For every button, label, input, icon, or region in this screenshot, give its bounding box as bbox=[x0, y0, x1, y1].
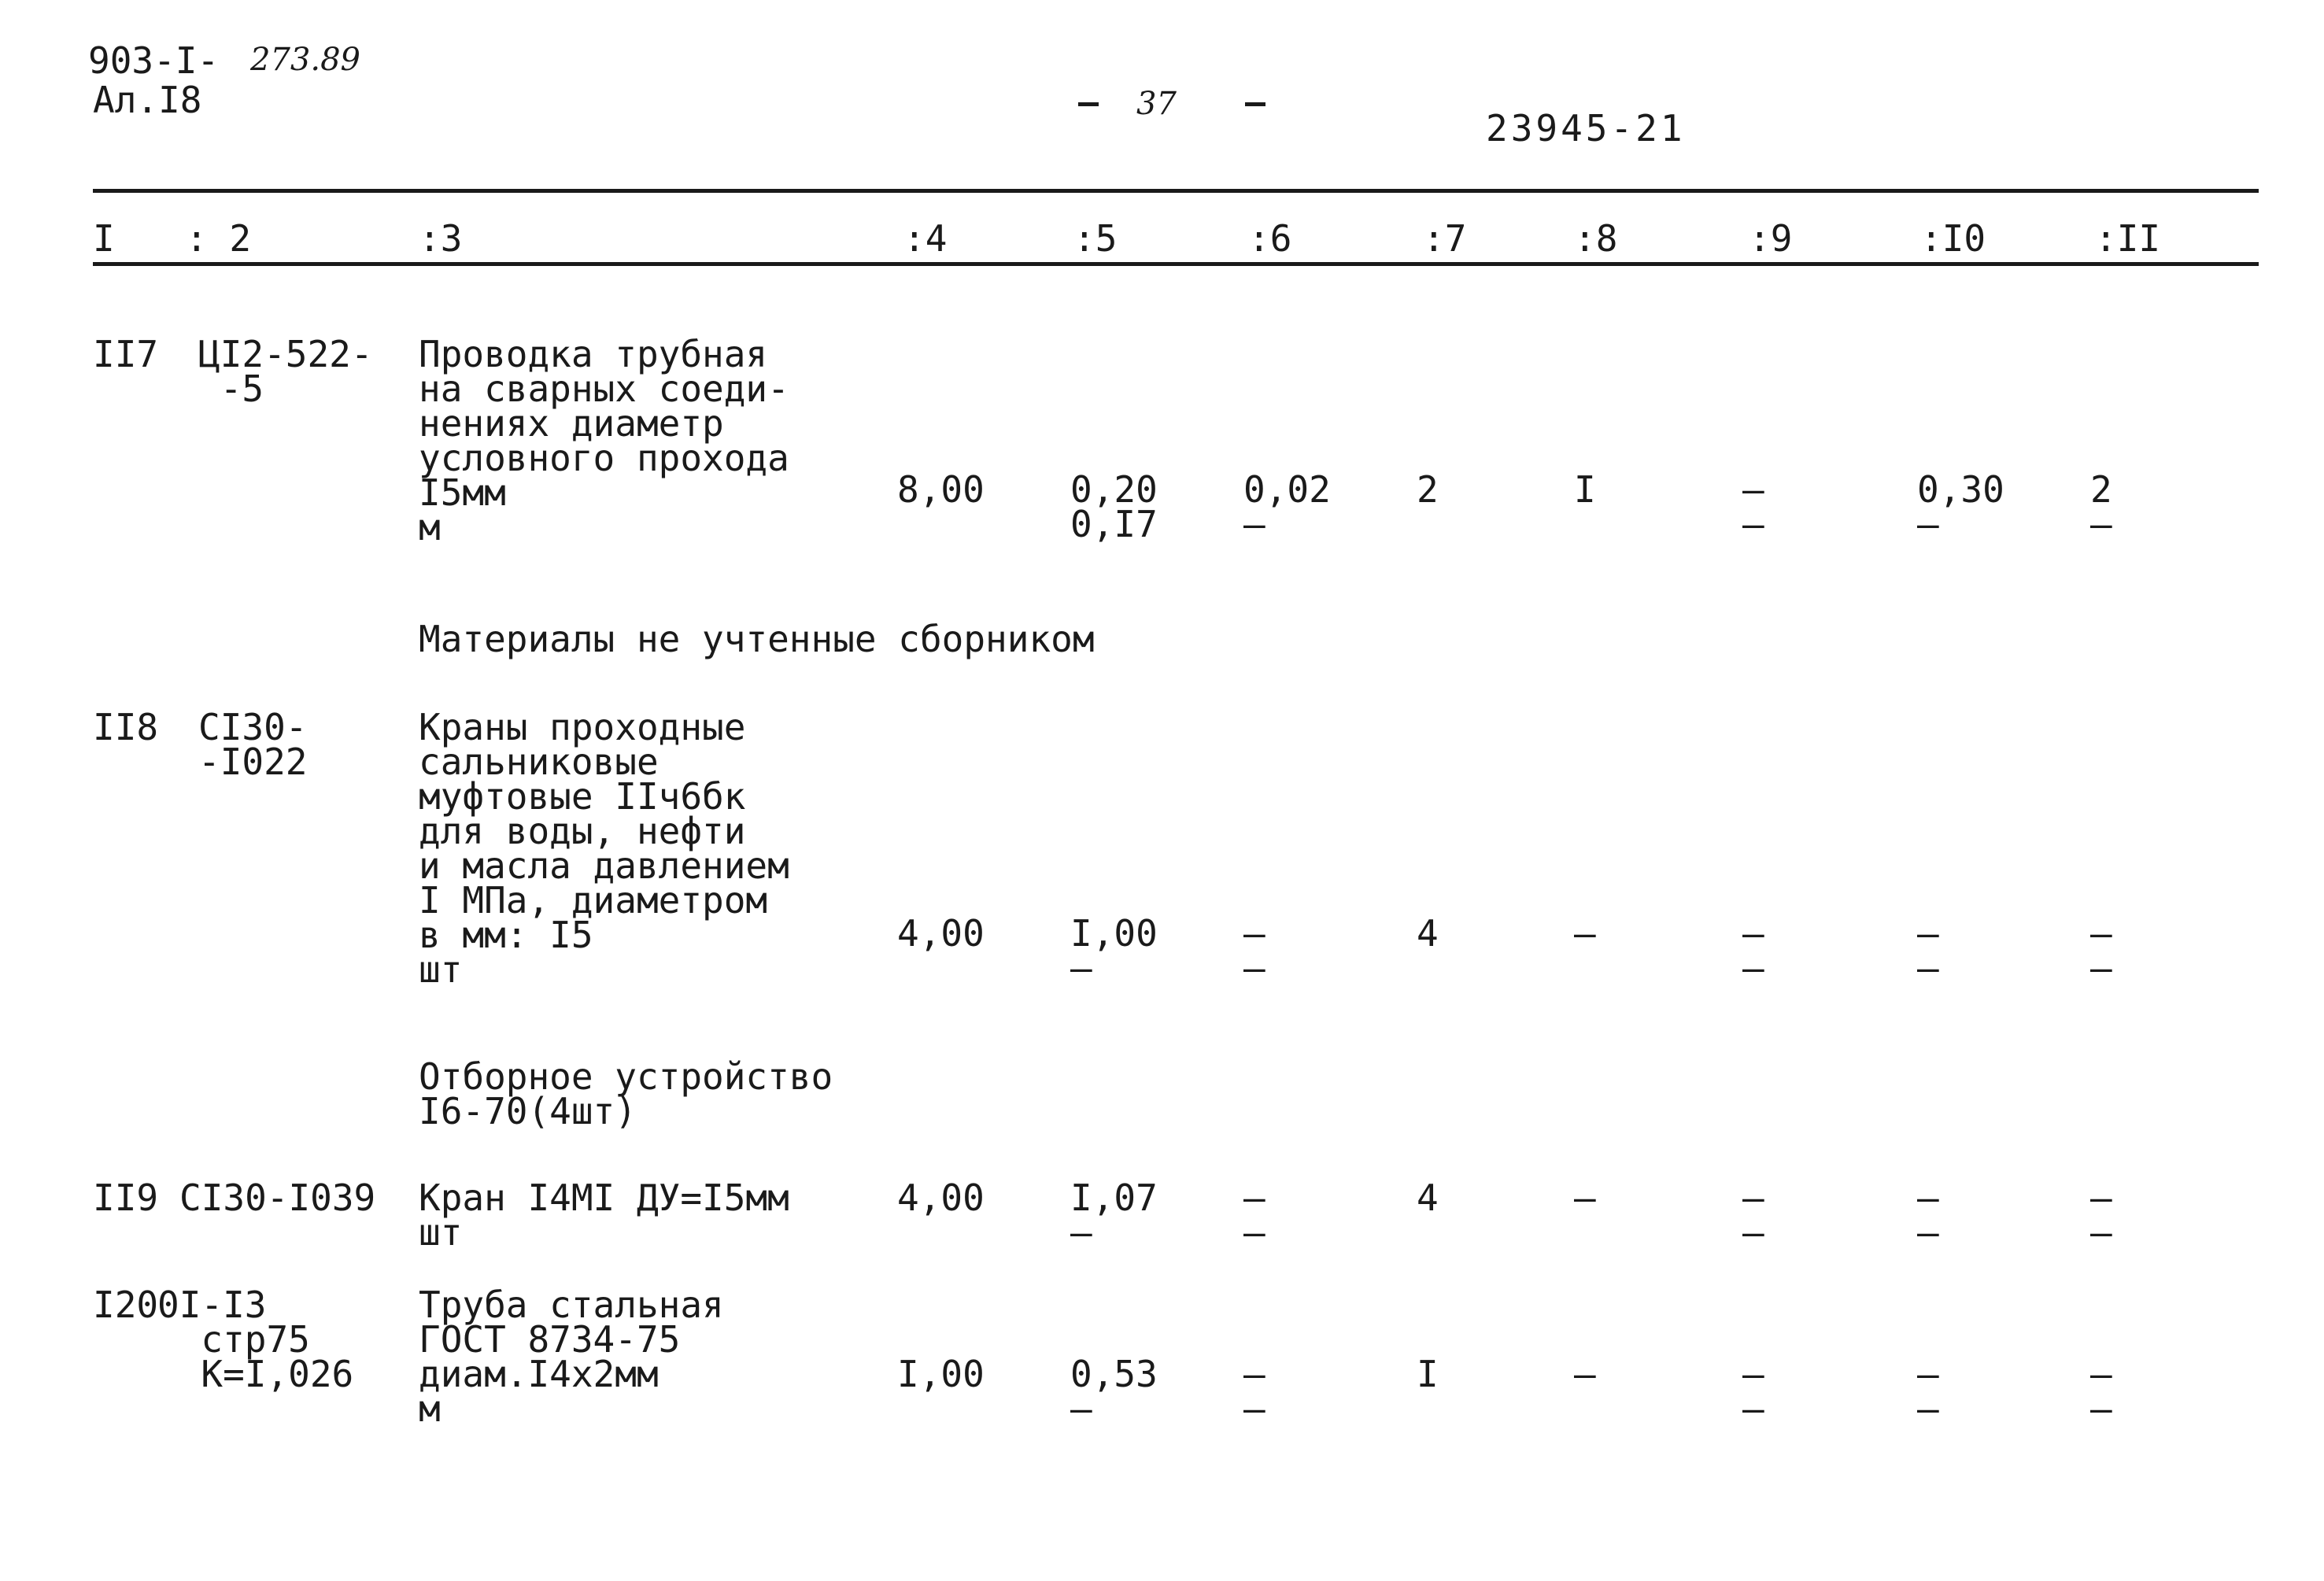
cell-col-6: – – bbox=[1243, 912, 1265, 989]
cell-col-5: 0,53 – bbox=[1070, 1353, 1158, 1430]
row-description: Труба стальная ГОСТ 8734-75 диам.I4х2мм м bbox=[419, 1284, 724, 1430]
column-header-3: :3 bbox=[419, 217, 463, 260]
row-code: 0I-I3 стр75 К=I,026 bbox=[157, 1284, 354, 1395]
section-note-sampling-device: Отборное устройство I6-70(4шт) bbox=[419, 1055, 833, 1132]
cell-col-7: 4 bbox=[1417, 1177, 1439, 1219]
row-number: II9 bbox=[93, 1177, 159, 1219]
cell-col-4: 4,00 bbox=[897, 912, 985, 955]
cell-col-4: 4,00 bbox=[897, 1177, 985, 1219]
cell-col-7: I bbox=[1417, 1353, 1439, 1395]
row-number: II8 bbox=[93, 706, 159, 748]
cell-col-8: – bbox=[1574, 1177, 1596, 1219]
cell-col-10: – – bbox=[1917, 1177, 1939, 1254]
row-code: CI30-I039 bbox=[179, 1177, 376, 1219]
column-header-8: :8 bbox=[1574, 217, 1618, 260]
document-code: 903-I- bbox=[88, 39, 220, 82]
column-header-4: :4 bbox=[903, 217, 948, 260]
cell-col-6: – – bbox=[1243, 1177, 1265, 1254]
cell-col-9: – – bbox=[1742, 1353, 1764, 1430]
section-note-materials: Материалы не учтенные сборником bbox=[419, 618, 1095, 660]
row-number: I20 bbox=[93, 1284, 159, 1326]
cell-col-5: I,07 – bbox=[1070, 1177, 1158, 1254]
cell-col-11: 2 – bbox=[2090, 468, 2112, 545]
page-number-dash-left bbox=[1078, 102, 1099, 106]
row-code: ЦI2-522- -5 bbox=[198, 333, 373, 410]
row-description: Кран I4MI ДУ=I5мм шт bbox=[419, 1177, 789, 1254]
cell-col-6: 0,02 – bbox=[1243, 468, 1331, 545]
column-header-7: :7 bbox=[1423, 217, 1467, 260]
cell-col-9: – – bbox=[1742, 912, 1764, 989]
cell-col-10: – – bbox=[1917, 1353, 1939, 1430]
column-header-11: :II bbox=[2095, 217, 2161, 260]
column-header-10: :I0 bbox=[1920, 217, 1986, 260]
row-number: II7 bbox=[93, 333, 159, 375]
cell-col-7: 2 bbox=[1417, 468, 1439, 511]
cell-col-9: – – bbox=[1742, 1177, 1764, 1254]
column-header-6: :6 bbox=[1248, 217, 1292, 260]
cell-col-6: – – bbox=[1243, 1353, 1265, 1430]
cell-col-4: I,00 bbox=[897, 1353, 985, 1395]
cell-col-5: I,00 – bbox=[1070, 912, 1158, 989]
cell-col-8: I bbox=[1574, 468, 1596, 511]
cell-col-10: 0,30 – bbox=[1917, 468, 2004, 545]
document-code-handwritten: 273.89 bbox=[250, 42, 360, 78]
cell-col-11: – – bbox=[2090, 912, 2112, 989]
column-header-9: :9 bbox=[1749, 217, 1793, 260]
cell-col-5: 0,20 0,I7 bbox=[1070, 468, 1158, 545]
cell-col-9: – – bbox=[1742, 468, 1764, 545]
cell-col-11: – – bbox=[2090, 1353, 2112, 1430]
cell-col-7: 4 bbox=[1417, 912, 1439, 955]
table-top-rule bbox=[93, 189, 2259, 193]
column-header-1: I bbox=[93, 217, 115, 260]
sheet-label: Ал.I8 bbox=[93, 79, 202, 121]
row-description: Проводка трубная на сварных соеди- нениях диаметр условного прохода I5мм м bbox=[419, 333, 789, 549]
inventory-stamp-number: 23945-21 bbox=[1486, 107, 1686, 150]
page-number: 37 bbox=[1136, 86, 1177, 122]
page-number-dash-right bbox=[1245, 102, 1265, 106]
column-header-5: :5 bbox=[1073, 217, 1118, 260]
table-header-rule bbox=[93, 262, 2259, 266]
cell-col-11: – – bbox=[2090, 1177, 2112, 1254]
row-description: Краны проходные сальниковые муфтовые IIч6бк для воды, нефти и масла давлением I МПа, диаметром в мм: I5 шт bbox=[419, 706, 789, 991]
cell-col-8: – bbox=[1574, 912, 1596, 955]
row-code: CI30- -I022 bbox=[198, 706, 308, 783]
column-header-2: : 2 bbox=[186, 217, 252, 260]
cell-col-4: 8,00 bbox=[897, 468, 985, 511]
cell-col-10: – – bbox=[1917, 912, 1939, 989]
cell-col-8: – bbox=[1574, 1353, 1596, 1395]
